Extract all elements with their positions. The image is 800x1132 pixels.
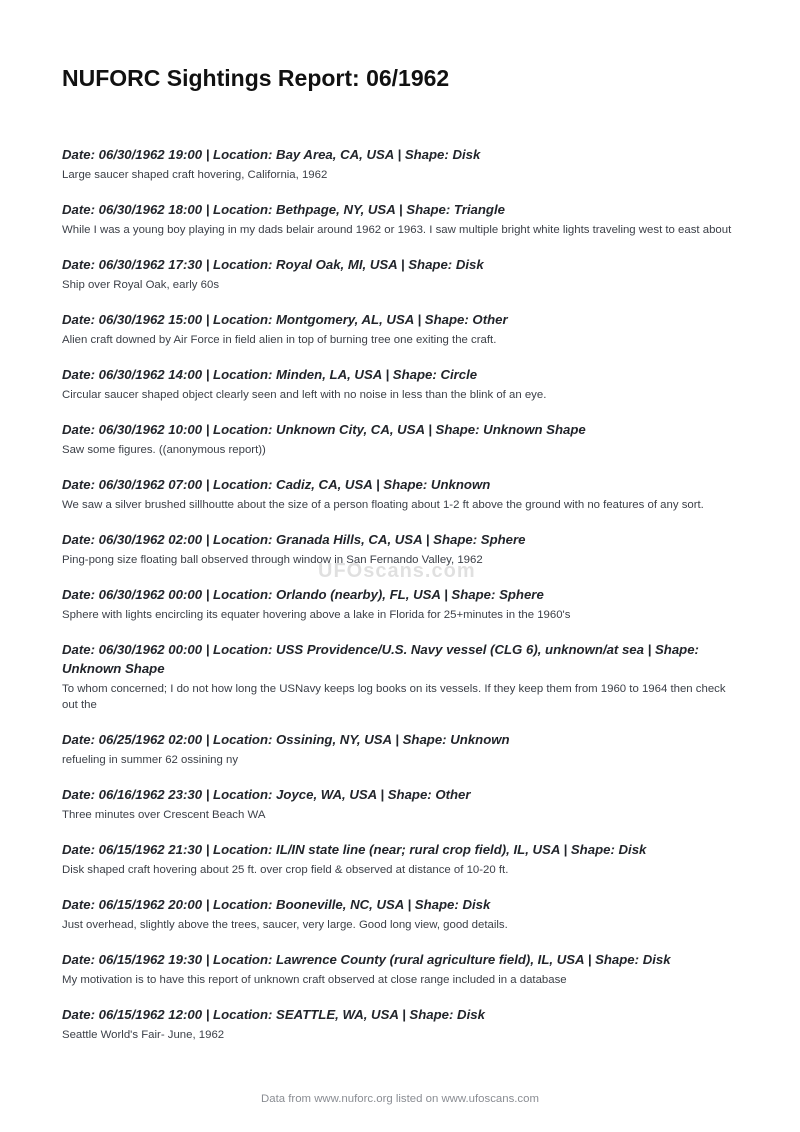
sighting-description: My motivation is to have this report of unknown craft observed at close range included in a database [62, 974, 567, 986]
sighting-entry [62, 785, 742, 823]
sighting-header: Date: 06/30/1962 14:00 | Location: Minden, LA, USA | Shape: Circle [62, 367, 478, 382]
sighting-description: Seattle World's Fair- June, 1962 [62, 1029, 225, 1041]
sighting-header: Date: 06/30/1962 18:00 | Location: Bethpage, NY, USA | Shape: Triangle [62, 202, 505, 217]
sighting-header: Date: 06/30/1962 07:00 | Location: Cadiz, CA, USA | Shape: Unknown [62, 477, 491, 492]
sighting-header: Date: 06/30/1962 19:00 | Location: Bay Area, CA, USA | Shape: Disk [62, 147, 481, 162]
sighting-header: Date: 06/15/1962 19:30 | Location: Lawrence County (rural agriculture field), IL, USA | Shape: Disk [62, 952, 671, 967]
sighting-description: Saw some figures. ((anonymous report)) [62, 444, 266, 456]
sighting-description: Sphere with lights encircling its equater hovering above a lake in Florida for 25+minutes in the 1960's [62, 609, 571, 621]
sighting-entry [62, 730, 742, 768]
sighting-entry [62, 530, 742, 568]
sighting-description: Ping-pong size floating ball observed through window in San Fernando Valley, 1962 [62, 554, 483, 566]
sighting-entry [62, 145, 742, 183]
sighting-description: Alien craft downed by Air Force in field alien in top of burning tree one exiting the craft. [62, 334, 497, 346]
sighting-entry [62, 255, 742, 293]
sighting-description: refueling in summer 62 ossining ny [62, 754, 239, 766]
sighting-header: Date: 06/30/1962 02:00 | Location: Granada Hills, CA, USA | Shape: Sphere [62, 532, 526, 547]
page-title: NUFORC Sightings Report: 06/1962 [62, 65, 450, 91]
sighting-entry [62, 420, 742, 458]
sighting-entry [62, 895, 742, 933]
sighting-header: Date: 06/30/1962 00:00 | Location: USS Providence/U.S. Navy vessel (CLG 6), unknown/at sea | Shape: Unknown Shape [62, 642, 699, 676]
report-page [62, 62, 742, 1060]
sighting-header: Date: 06/30/1962 17:30 | Location: Royal Oak, MI, USA | Shape: Disk [62, 257, 484, 272]
sighting-header: Date: 06/30/1962 10:00 | Location: Unknown City, CA, USA | Shape: Unknown Shape [62, 422, 586, 437]
sighting-description: We saw a silver brushed sillhoutte about the size of a person floating about 1-2 ft above the ground with no features of any sort. [62, 499, 704, 511]
sighting-description: Circular saucer shaped object clearly seen and left with no noise in less than the blink of an eye. [62, 389, 547, 401]
sighting-description: Large saucer shaped craft hovering, California, 1962 [62, 169, 328, 181]
sighting-entry [62, 640, 742, 713]
sighting-header: Date: 06/15/1962 12:00 | Location: SEATTLE, WA, USA | Shape: Disk [62, 1007, 485, 1022]
sighting-description: Just overhead, slightly above the trees, saucer, very large. Good long view, good details. [62, 919, 508, 931]
sighting-entry [62, 1005, 742, 1043]
sighting-description: To whom concerned; I do not how long the USNavy keeps log books on its vessels. If they keep them from 1960 to 1964 then check out the [62, 683, 726, 711]
sighting-description: Disk shaped craft hovering about 25 ft. over crop field & observed at distance of 10-20 ft. [62, 864, 509, 876]
sightings-list [62, 145, 742, 1043]
sighting-header: Date: 06/30/1962 00:00 | Location: Orlando (nearby), FL, USA | Shape: Sphere [62, 587, 544, 602]
sighting-entry [62, 365, 742, 403]
sighting-entry [62, 840, 742, 878]
sighting-entry [62, 310, 742, 348]
sighting-header: Date: 06/15/1962 20:00 | Location: Booneville, NC, USA | Shape: Disk [62, 897, 491, 912]
sighting-entry [62, 200, 742, 238]
sighting-description: Three minutes over Crescent Beach WA [62, 809, 266, 821]
sighting-header: Date: 06/16/1962 23:30 | Location: Joyce, WA, USA | Shape: Other [62, 787, 471, 802]
sighting-header: Date: 06/15/1962 21:30 | Location: IL/IN state line (near; rural crop field), IL, USA | Shape: Disk [62, 842, 647, 857]
sighting-header: Date: 06/30/1962 15:00 | Location: Montgomery, AL, USA | Shape: Other [62, 312, 508, 327]
watermark: UFOscans.com [318, 560, 476, 582]
sighting-entry [62, 950, 742, 988]
sighting-description: While I was a young boy playing in my dads belair around 1962 or 1963. I saw multiple bright white lights traveling west to east about [62, 224, 732, 236]
sighting-header: Date: 06/25/1962 02:00 | Location: Ossining, NY, USA | Shape: Unknown [62, 732, 510, 747]
sighting-description: Ship over Royal Oak, early 60s [62, 279, 220, 291]
sighting-entry [62, 585, 742, 623]
sighting-entry [62, 475, 742, 513]
page-footer: Data from www.nuforc.org listed on www.ufoscans.com [261, 1093, 539, 1105]
